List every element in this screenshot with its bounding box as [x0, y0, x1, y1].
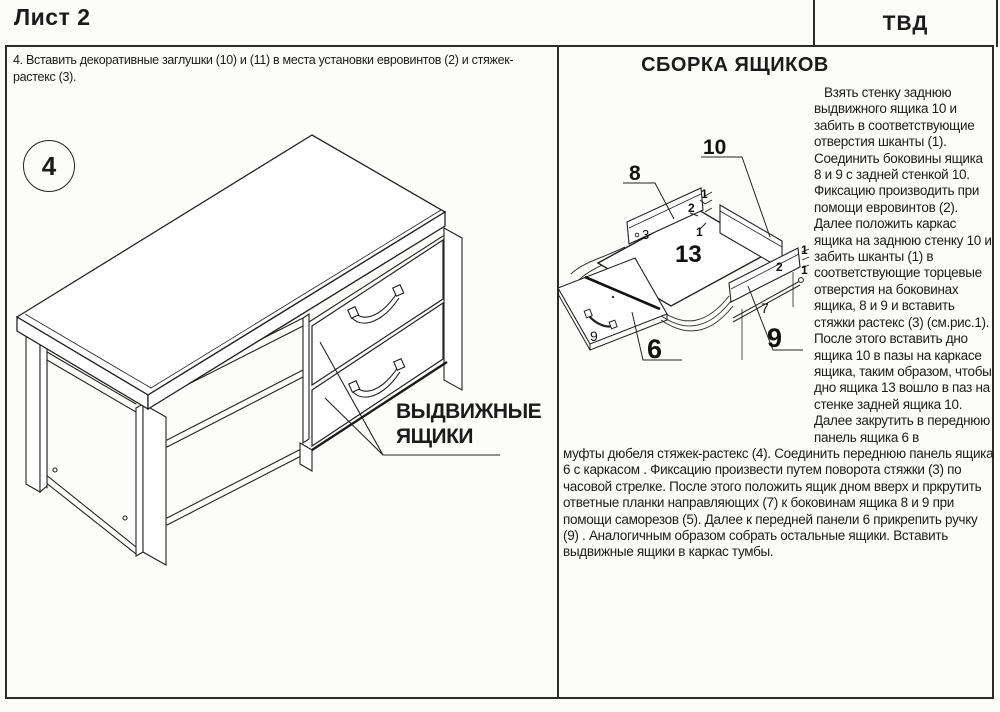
drawers-callout — [396, 399, 541, 449]
screw-cap-hole — [53, 468, 57, 472]
label-part-6: 6 — [647, 334, 663, 364]
doc-code-box — [813, 0, 998, 47]
label-dowel-1b: 1 — [696, 225, 703, 239]
label-screw-2b: 2 — [776, 260, 783, 274]
screw-cap-hole — [123, 516, 127, 520]
callout-line2: ЯЩИКИ — [396, 425, 473, 448]
label-screw-2a: 2 — [688, 201, 695, 215]
panel-dot — [612, 296, 614, 298]
tv-stand-drawing — [5, 45, 558, 699]
shelf-lower — [167, 448, 303, 525]
assembly-text-column: Взять стенку заднюю выдвижного ящика 10 и забить в соответствующие отверстия шканты (1). Соединить боковины ящика 8 и 9 с задней стенкой 10. Фиксацию производить при помощи евровинтов (2). Далее положить каркас ящика на заднюю стенку 10 и забить шканты (1) в соответствующие торцевые отверстия на боковинах ящика, 8 и 9 и вставить стяжки растекс (3) (см.рис.1). После этого вставить дно ящика 10 в пазы на каркасе ящика, таким образом, чтобы дно ящика 13 вошло в паз на стенке задней ящика 10. Далее закрутить в переднюю панель ящика 6 в — [814, 85, 992, 445]
left-panel-bottom-rail — [40, 470, 136, 554]
label-part-10: 10 — [703, 136, 727, 159]
leg-front-left — [143, 404, 166, 565]
label-dowel-1a: 1 — [701, 187, 708, 201]
doc-code: ТВД — [882, 11, 929, 35]
step-number: 4 — [41, 150, 57, 181]
leg-rear-right — [444, 228, 462, 390]
label-part-9-side: 9 — [767, 323, 783, 353]
hole-mark-3 — [635, 233, 639, 237]
label-part-3: 3 — [642, 227, 650, 242]
sheet-title: Лист 2 — [14, 4, 91, 30]
leg-rear-left-side — [40, 338, 47, 492]
label-dowel-1c: 1 — [801, 243, 808, 257]
label-part-7: 7 — [761, 300, 769, 316]
step-4-text: 4. Вставить декоративные заглушки (10) и (11) в места установки евровинтов (2) и стяжек-растекс (3). — [13, 53, 514, 84]
leg-front-left-face — [136, 404, 143, 556]
label-part-13: 13 — [675, 241, 702, 268]
section-heading: СБОРКА ЯЩИКОВ — [641, 54, 829, 76]
label-part-9-handle: 9 — [590, 328, 598, 344]
label-part-8: 8 — [629, 162, 641, 185]
label-dowel-1d: 1 — [801, 263, 808, 277]
leg-front-right — [300, 443, 312, 471]
leg-rear-left — [26, 334, 40, 492]
assembly-text-bottom: муфты дюбеля стяжек-растекс (4). Соединить переднюю панель ящика 6 с каркасом . Фиксацию произвести путем поворота стяжки (3) по часовой стрелке. После этого положить ящик дном вверх и пркрутить ответные планки направляющих (7) к боковинам ящика 8 и 9 при помощи саморезов (5). Далее к передней панели 6 прикрепить ручку (9) . Аналогичным образом собрать остальные ящики. Вставить выдвижные ящики в каркас тумбы. — [563, 446, 994, 560]
drawer-assembly-diagram — [555, 120, 840, 375]
callout-line1: ВЫДВИЖНЫЕ — [396, 400, 542, 423]
partition-panel — [303, 314, 309, 443]
